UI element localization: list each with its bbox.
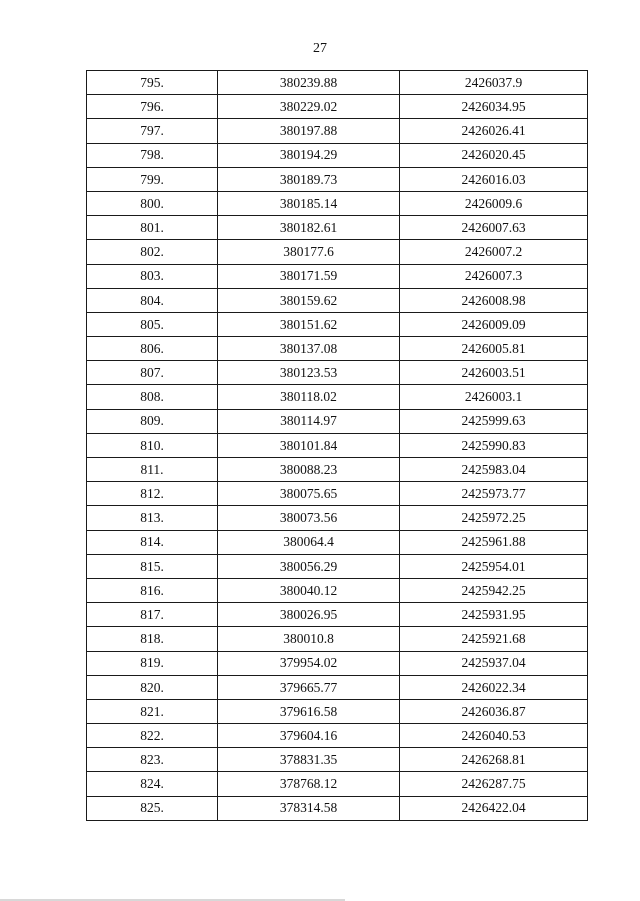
y-coordinate-cell: 2426268.81 xyxy=(400,748,588,772)
point-number-cell: 801. xyxy=(87,216,218,240)
table-row xyxy=(87,748,588,772)
y-coordinate-cell: 2426037.9 xyxy=(400,71,588,95)
point-number-cell: 815. xyxy=(87,554,218,578)
table-row xyxy=(87,554,588,578)
x-coordinate-cell: 379604.16 xyxy=(218,724,400,748)
y-coordinate-cell: 2426040.53 xyxy=(400,724,588,748)
y-coordinate-cell: 2425999.63 xyxy=(400,409,588,433)
y-coordinate-cell: 2425973.77 xyxy=(400,482,588,506)
table-row xyxy=(87,699,588,723)
table-row xyxy=(87,361,588,385)
table-row xyxy=(87,288,588,312)
point-number-cell: 807. xyxy=(87,361,218,385)
y-coordinate-cell: 2426009.6 xyxy=(400,191,588,215)
table-row xyxy=(87,458,588,482)
y-coordinate-cell: 2425954.01 xyxy=(400,554,588,578)
x-coordinate-cell: 380088.23 xyxy=(218,458,400,482)
y-coordinate-cell: 2426009.09 xyxy=(400,312,588,336)
y-coordinate-cell: 2426020.45 xyxy=(400,143,588,167)
table-row xyxy=(87,603,588,627)
y-coordinate-cell: 2425983.04 xyxy=(400,458,588,482)
x-coordinate-cell: 379954.02 xyxy=(218,651,400,675)
x-coordinate-cell: 380229.02 xyxy=(218,95,400,119)
y-coordinate-cell: 2426007.2 xyxy=(400,240,588,264)
table-row xyxy=(87,119,588,143)
x-coordinate-cell: 380064.4 xyxy=(218,530,400,554)
table-row xyxy=(87,95,588,119)
point-number-cell: 818. xyxy=(87,627,218,651)
y-coordinate-cell: 2426005.81 xyxy=(400,337,588,361)
y-coordinate-cell: 2426007.3 xyxy=(400,264,588,288)
table-row xyxy=(87,312,588,336)
x-coordinate-cell: 380123.53 xyxy=(218,361,400,385)
table-row xyxy=(87,433,588,457)
table-row xyxy=(87,530,588,554)
point-number-cell: 806. xyxy=(87,337,218,361)
point-number-cell: 796. xyxy=(87,95,218,119)
x-coordinate-cell: 380137.08 xyxy=(218,337,400,361)
coordinates-table xyxy=(86,70,588,821)
x-coordinate-cell: 380101.84 xyxy=(218,433,400,457)
table-row xyxy=(87,216,588,240)
table-row xyxy=(87,240,588,264)
y-coordinate-cell: 2426007.63 xyxy=(400,216,588,240)
point-number-cell: 825. xyxy=(87,796,218,820)
coordinates-table-body xyxy=(87,71,588,821)
y-coordinate-cell: 2425942.25 xyxy=(400,578,588,602)
table-row xyxy=(87,675,588,699)
point-number-cell: 814. xyxy=(87,530,218,554)
point-number-cell: 804. xyxy=(87,288,218,312)
x-coordinate-cell: 380114.97 xyxy=(218,409,400,433)
point-number-cell: 822. xyxy=(87,724,218,748)
table-row xyxy=(87,724,588,748)
x-coordinate-cell: 380151.62 xyxy=(218,312,400,336)
x-coordinate-cell: 380182.61 xyxy=(218,216,400,240)
x-coordinate-cell: 380159.62 xyxy=(218,288,400,312)
table-row xyxy=(87,796,588,820)
y-coordinate-cell: 2426003.51 xyxy=(400,361,588,385)
point-number-cell: 813. xyxy=(87,506,218,530)
y-coordinate-cell: 2425937.04 xyxy=(400,651,588,675)
x-coordinate-cell: 378768.12 xyxy=(218,772,400,796)
x-coordinate-cell: 380171.59 xyxy=(218,264,400,288)
y-coordinate-cell: 2426026.41 xyxy=(400,119,588,143)
x-coordinate-cell: 380239.88 xyxy=(218,71,400,95)
point-number-cell: 812. xyxy=(87,482,218,506)
x-coordinate-cell: 378314.58 xyxy=(218,796,400,820)
x-coordinate-cell: 380073.56 xyxy=(218,506,400,530)
point-number-cell: 799. xyxy=(87,167,218,191)
table-row xyxy=(87,506,588,530)
y-coordinate-cell: 2426034.95 xyxy=(400,95,588,119)
y-coordinate-cell: 2425972.25 xyxy=(400,506,588,530)
table-row xyxy=(87,651,588,675)
y-coordinate-cell: 2425921.68 xyxy=(400,627,588,651)
table-row xyxy=(87,409,588,433)
y-coordinate-cell: 2426022.34 xyxy=(400,675,588,699)
point-number-cell: 797. xyxy=(87,119,218,143)
page-number: 27 xyxy=(313,41,327,56)
point-number-cell: 809. xyxy=(87,409,218,433)
point-number-cell: 795. xyxy=(87,71,218,95)
table-row xyxy=(87,482,588,506)
x-coordinate-cell: 380118.02 xyxy=(218,385,400,409)
table-row xyxy=(87,337,588,361)
x-coordinate-cell: 380075.65 xyxy=(218,482,400,506)
y-coordinate-cell: 2426036.87 xyxy=(400,699,588,723)
point-number-cell: 805. xyxy=(87,312,218,336)
y-coordinate-cell: 2426016.03 xyxy=(400,167,588,191)
point-number-cell: 800. xyxy=(87,191,218,215)
table-row xyxy=(87,385,588,409)
point-number-cell: 823. xyxy=(87,748,218,772)
point-number-cell: 803. xyxy=(87,264,218,288)
x-coordinate-cell: 380040.12 xyxy=(218,578,400,602)
x-coordinate-cell: 380194.29 xyxy=(218,143,400,167)
point-number-cell: 810. xyxy=(87,433,218,457)
point-number-cell: 824. xyxy=(87,772,218,796)
y-coordinate-cell: 2426422.04 xyxy=(400,796,588,820)
point-number-cell: 821. xyxy=(87,699,218,723)
y-coordinate-cell: 2426003.1 xyxy=(400,385,588,409)
table-row xyxy=(87,772,588,796)
table-row xyxy=(87,71,588,95)
table-row xyxy=(87,191,588,215)
point-number-cell: 798. xyxy=(87,143,218,167)
x-coordinate-cell: 378831.35 xyxy=(218,748,400,772)
y-coordinate-cell: 2426287.75 xyxy=(400,772,588,796)
table-row xyxy=(87,167,588,191)
point-number-cell: 820. xyxy=(87,675,218,699)
table-row xyxy=(87,578,588,602)
y-coordinate-cell: 2425990.83 xyxy=(400,433,588,457)
point-number-cell: 816. xyxy=(87,578,218,602)
point-number-cell: 811. xyxy=(87,458,218,482)
point-number-cell: 802. xyxy=(87,240,218,264)
table-row xyxy=(87,143,588,167)
y-coordinate-cell: 2426008.98 xyxy=(400,288,588,312)
point-number-cell: 808. xyxy=(87,385,218,409)
x-coordinate-cell: 380010.8 xyxy=(218,627,400,651)
y-coordinate-cell: 2425931.95 xyxy=(400,603,588,627)
x-coordinate-cell: 380026.95 xyxy=(218,603,400,627)
x-coordinate-cell: 380185.14 xyxy=(218,191,400,215)
x-coordinate-cell: 380189.73 xyxy=(218,167,400,191)
y-coordinate-cell: 2425961.88 xyxy=(400,530,588,554)
point-number-cell: 817. xyxy=(87,603,218,627)
x-coordinate-cell: 379616.58 xyxy=(218,699,400,723)
x-coordinate-cell: 379665.77 xyxy=(218,675,400,699)
x-coordinate-cell: 380197.88 xyxy=(218,119,400,143)
table-row xyxy=(87,627,588,651)
x-coordinate-cell: 380177.6 xyxy=(218,240,400,264)
x-coordinate-cell: 380056.29 xyxy=(218,554,400,578)
point-number-cell: 819. xyxy=(87,651,218,675)
table-row xyxy=(87,264,588,288)
